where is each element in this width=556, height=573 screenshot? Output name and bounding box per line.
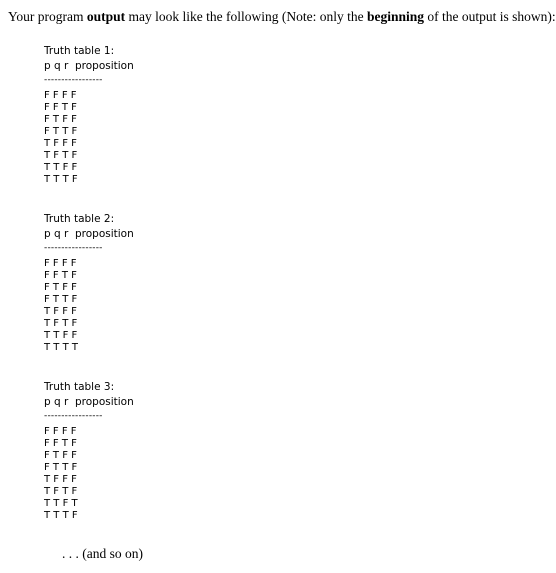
truth-table-separator: ----------------- [44,411,103,421]
truth-table-header: p q r proposition [44,228,134,240]
intro-part-1: Your program [8,9,87,24]
truth-tables-output [44,43,134,547]
truth-table-row: F T T F [44,294,78,305]
intro-bold-output: output [86,9,126,24]
truth-table-row: F T F F [44,450,77,461]
truth-table-row: T T F F [44,162,78,173]
truth-table-row: F F F F [44,426,77,437]
truth-table-1 [44,43,134,211]
truth-table-row: F F F F [44,90,77,101]
intro-bold-beginning: beginning [367,9,425,24]
truth-table-row: F T T F [44,126,78,137]
truth-table-rows [44,426,134,522]
truth-table-separator: ----------------- [44,75,103,85]
intro-part-2: may look like the following (Note: only the [125,9,367,24]
truth-table-row: T F F F [44,474,77,485]
intro-part-3: of the output is shown): [424,9,556,24]
truth-table-row: T T F T [44,498,78,509]
truth-table-header: p q r proposition [44,396,134,408]
truth-table-title: Truth table 2: [44,213,115,225]
truth-table-row: F F T F [44,270,77,281]
truth-table-row: F F T F [44,102,77,113]
truth-table-row: T F T F [44,318,78,329]
truth-table-row: T T T F [44,510,78,521]
truth-table-row: T F T F [44,486,78,497]
and-so-on-text: . . . (and so on) [62,546,143,561]
truth-table-row: T F F F [44,306,77,317]
truth-table-row: T T F F [44,330,78,341]
truth-table-title: Truth table 1: [44,45,115,57]
truth-table-row: F T T F [44,462,78,473]
truth-table-row: F F F F [44,258,77,269]
truth-table-rows [44,90,134,186]
truth-table-row: F F T F [44,438,77,449]
truth-table-row: F T F F [44,114,77,125]
truth-table-row: T F T F [44,150,78,161]
truth-table-title: Truth table 3: [44,381,115,393]
intro-text [8,9,556,25]
truth-table-row: F T F F [44,282,77,293]
truth-table-rows [44,258,134,354]
truth-table-2 [44,211,134,379]
truth-table-header: p q r proposition [44,60,134,72]
truth-table-row: T F F F [44,138,77,149]
truth-table-3 [44,379,134,547]
truth-table-row: T T T F [44,174,78,185]
truth-table-separator: ----------------- [44,243,103,253]
truth-table-row: T T T T [44,342,78,353]
